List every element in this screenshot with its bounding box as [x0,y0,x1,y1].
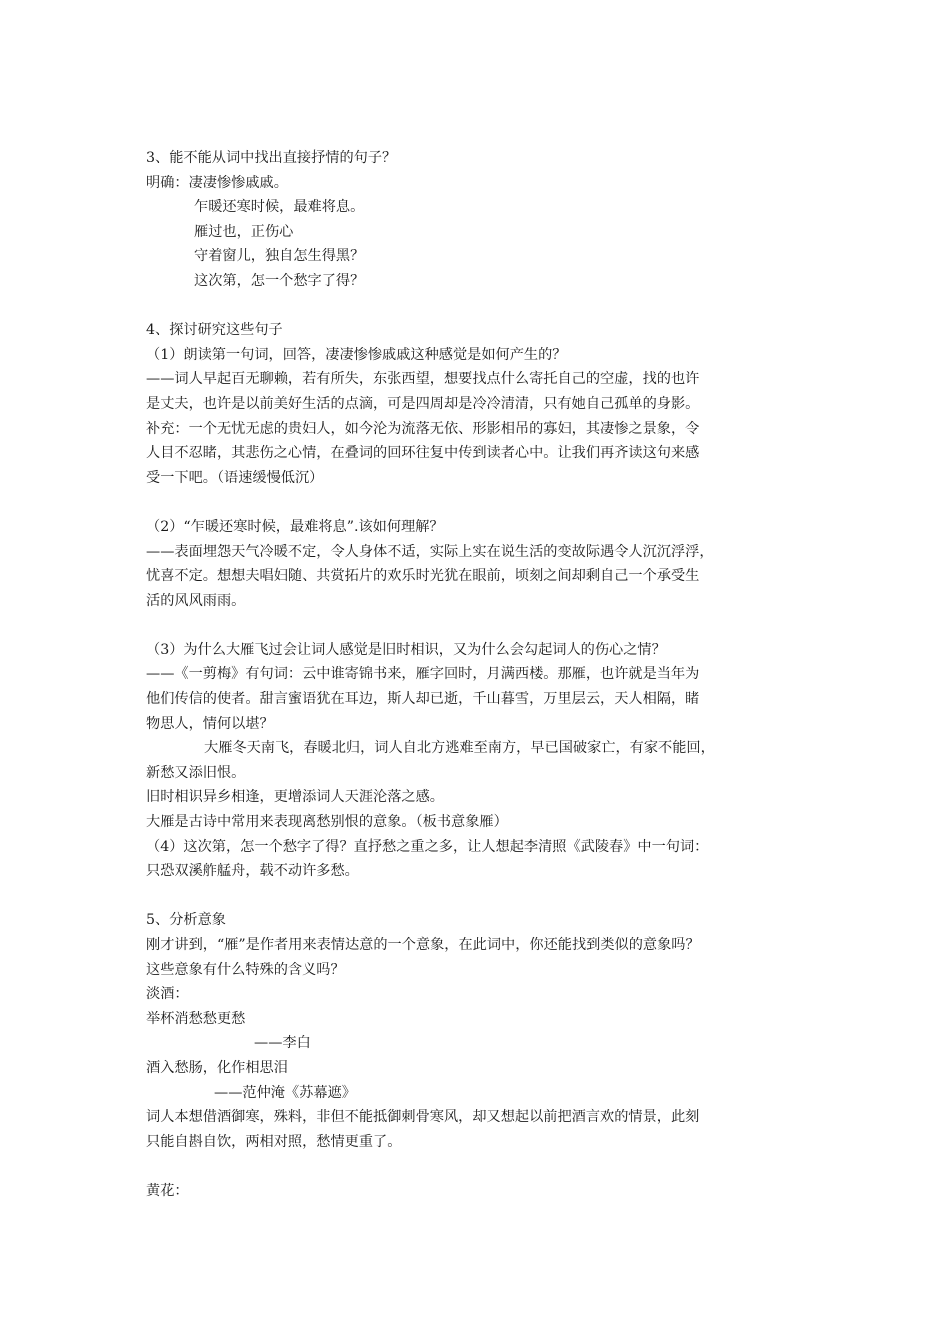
poem-author: ——李白 [254,1035,311,1052]
paragraph-line: 只能自斟自饮，两相对照，愁情更重了。 [146,1133,402,1150]
imagery-flower-label: 黄花： [146,1182,189,1199]
paragraph-line: 物思人，情何以堪？ [146,715,274,732]
paragraph-line: ——《一剪梅》有句词：云中谁寄锦书来，雁字回时，月满西楼。那雁，也许就是当年为 [146,666,700,683]
paragraph-line: 受一下吧。（语速缓慢低沉） [146,469,324,486]
question-1: （1）朗读第一句词，回答，凄凄惨惨戚戚这种感觉是如何产生的？ [146,346,567,363]
paragraph-line: 活的风风雨雨。 [146,592,246,609]
quote-line: 这次第，怎一个愁字了得？ [194,272,365,289]
paragraph-line: 大雁是古诗中常用来表现离愁别恨的意象。（板书意象雁） [146,814,508,831]
question-4: （4）这次第，怎一个愁字了得？直抒愁之重之多，让人想起李清照《武陵春》中一句词： [146,838,709,855]
paragraph-line: 是丈夫，也许是以前美好生活的点滴，可是四周却是冷冷清清，只有她自己孤单的身影。 [146,395,700,412]
imagery-wine-label: 淡酒： [146,986,189,1003]
paragraph-line: 他们传信的使者。甜言蜜语犹在耳边，斯人却已逝，千山暮雪，万里层云，天人相隔，睹 [146,691,700,708]
paragraph-line: ——词人早起百无聊赖，若有所失，东张西望，想要找点什么寄托自己的空虚，找的也许 [146,371,700,388]
question-2: （2）“乍暖还寒时候，最难将息”.该如何理解？ [146,518,444,535]
paragraph-line: 刚才讲到，“雁”是作者用来表情达意的一个意象，在此词中，你还能找到类似的意象吗？ [146,937,700,953]
paragraph-line: 词人本想借酒御寒，殊料，非但不能抵御刺骨寒风，却又想起以前把酒言欢的情景，此刻 [146,1109,700,1126]
section-4-title: 4、探讨研究这些句子 [146,322,283,339]
paragraph-line: ——表面埋怨天气冷暖不定，令人身体不适，实际上实在说生活的变故际遇令人沉沉浮浮， [146,543,714,560]
section-3-answer: 明确：凄凄惨惨戚戚。 [146,174,288,191]
paragraph-line: 新愁又添旧恨。 [146,764,246,781]
question-3: （3）为什么大雁飞过会让词人感觉是旧时相识，又为什么会勾起词人的伤心之情？ [146,641,666,658]
paragraph-line: 旧时相识异乡相逢，更增添词人天涯沦落之感。 [146,789,444,806]
paragraph-line: 大雁冬天南飞，春暖北归，词人自北方逃难至南方，早已国破家亡，有家不能回， [204,740,715,757]
paragraph-line: 这些意象有什么特殊的含义吗？ [146,961,345,978]
paragraph-line: 人目不忍睹，其悲伤之心情，在叠词的回环往复中传到读者心中。让我们再齐读这句来感 [146,445,700,462]
quote-line: 守着窗儿，独自怎生得黑？ [194,248,365,265]
poem-author: ——范仲淹《苏幕遮》 [214,1084,356,1101]
section-3-title: 3、能不能从词中找出直接抒情的句子？ [146,150,397,166]
quote-line: 乍暖还寒时候，最难将息。 [194,199,365,216]
quote-line: 雁过也，正伤心 [194,223,294,240]
poem-line: 举杯消愁愁更愁 [146,1010,246,1027]
document-body [146,146,816,1204]
paragraph-line: 只恐双溪舴艋舟，载不动许多愁。 [146,863,359,880]
paragraph-line: 忧喜不定。想想夫唱妇随、共赏拓片的欢乐时光犹在眼前，顷刻之间却剩自己一个承受生 [146,568,700,585]
poem-line: 酒入愁肠，化作相思泪 [146,1059,288,1076]
paragraph-line: 补充：一个无忧无虑的贵妇人，如今沦为流落无依、形影相吊的寡妇，其凄惨之景象，令 [146,420,700,437]
section-5-title: 5、分析意象 [146,912,226,929]
